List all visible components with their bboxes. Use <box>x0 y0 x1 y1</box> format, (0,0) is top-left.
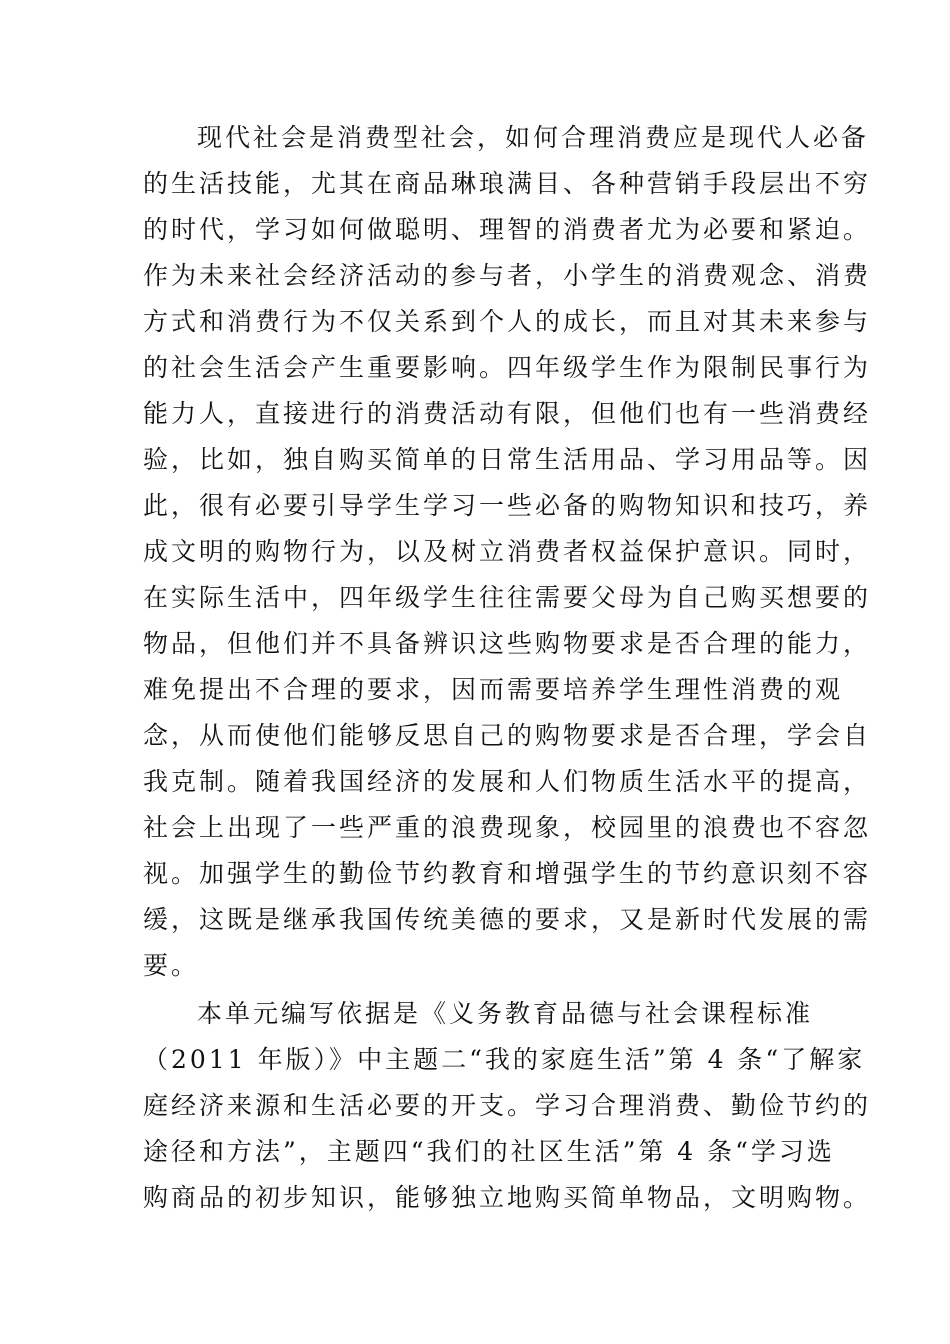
text-line: 验，比如，独自购买简单的日常生活用品、学习用品等。因 <box>143 445 872 474</box>
text-line: 物品，但他们并不具备辨识这些购物要求是否合理的能力， <box>143 629 872 658</box>
text-line: 现代社会是消费型社会，如何合理消费应是现代人必备 <box>197 123 870 152</box>
text-line: 此，很有必要引导学生学习一些必备的购物知识和技巧，养 <box>143 491 872 520</box>
text-line: 的社会生活会产生重要影响。四年级学生作为限制民事行为 <box>143 353 872 382</box>
text-line: （2011 年版）》中主题二“我的家庭生活”第 4 条“了解家 <box>143 1045 866 1074</box>
text-line: 缓，这既是继承我国传统美德的要求，又是新时代发展的需 <box>143 905 872 934</box>
text-line: 方式和消费行为不仅关系到个人的成长，而且对其未来参与 <box>143 307 872 336</box>
text-line: 成文明的购物行为，以及树立消费者权益保护意识。同时， <box>143 537 872 566</box>
text-line: 视。加强学生的勤俭节约教育和增强学生的节约意识刻不容 <box>143 859 872 888</box>
text-line: 的时代，学习如何做聪明、理智的消费者尤为必要和紧迫。 <box>143 215 872 244</box>
text-line: 社会上出现了一些严重的浪费现象，校园里的浪费也不容忽 <box>143 813 872 842</box>
text-line: 难免提出不合理的要求，因而需要培养学生理性消费的观 <box>143 675 844 704</box>
text-line: 能力人，直接进行的消费活动有限，但他们也有一些消费经 <box>143 399 872 428</box>
paragraph-2 <box>143 991 872 1221</box>
text-line: 要。 <box>143 951 200 980</box>
text-line: 庭经济来源和生活必要的开支。学习合理消费、勤俭节约的 <box>143 1091 872 1120</box>
text-line: 本单元编写依据是《义务教育品德与社会课程标准 <box>197 999 814 1028</box>
text-line: 购商品的初步知识，能够独立地购买简单物品，文明购物。 <box>143 1183 872 1212</box>
text-line: 我克制。随着我国经济的发展和人们物质生活水平的提高， <box>143 767 872 796</box>
document-body <box>143 115 872 1221</box>
text-line: 的生活技能，尤其在商品琳琅满目、各种营销手段层出不穷 <box>143 169 872 198</box>
text-line: 在实际生活中，四年级学生往往需要父母为自己购买想要的 <box>143 583 872 612</box>
text-line: 作为未来社会经济活动的参与者，小学生的消费观念、消费 <box>143 261 872 290</box>
text-line: 念，从而使他们能够反思自己的购物要求是否合理，学会自 <box>143 721 872 750</box>
paragraph-1 <box>143 115 872 989</box>
text-line: 途径和方法”，主题四“我们的社区生活”第 4 条“学习选 <box>143 1137 835 1166</box>
